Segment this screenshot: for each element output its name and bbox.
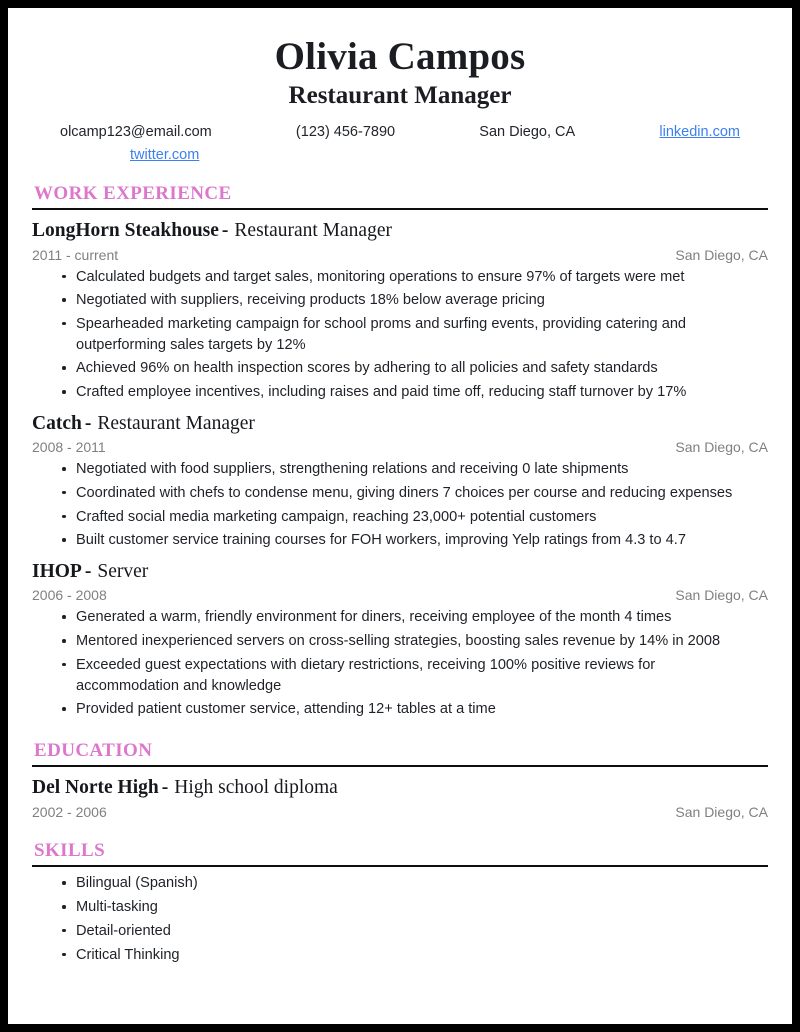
work-entry: [32, 219, 768, 403]
list-item: Spearheaded marketing campaign for school proms and surfing events, providing catering and outperforming sales targets by 12%: [62, 314, 768, 355]
list-item: Generated a warm, friendly environment for diners, receiving employee of the month 4 times: [62, 607, 768, 628]
contact-link-twitter[interactable]: twitter.com: [130, 147, 200, 164]
section-heading-skills: SKILLS: [34, 840, 106, 862]
list-item: Built customer service training courses for FOH workers, improving Yelp ratings from 4.3 to 4.7: [62, 530, 768, 551]
list-item: Mentored inexperienced servers on cross-selling strategies, boosting sales revenue by 14% in 2008: [62, 631, 768, 652]
section-work-experience: [32, 183, 768, 720]
contact-location: San Diego, CA: [479, 124, 576, 141]
contact-row: [32, 124, 768, 140]
education-entry-heading: [32, 776, 768, 799]
section-divider-education: [32, 765, 768, 767]
work-entry-location: San Diego, CA: [675, 246, 768, 263]
work-entry-role: Server: [97, 561, 149, 583]
education-location: San Diego, CA: [675, 804, 768, 821]
education-degree: High school diploma: [174, 777, 338, 799]
work-entry-dates: 2006 - 2008: [32, 587, 107, 604]
work-entry-separator: -: [84, 561, 92, 583]
list-item: Critical Thinking: [62, 945, 768, 966]
work-entry-role: Restaurant Manager: [234, 220, 392, 242]
work-entry-meta: [32, 587, 768, 603]
work-entry: [32, 560, 768, 720]
list-item: Exceeded guest expectations with dietary restrictions, receiving 100% positive reviews for accommodation and knowledge: [62, 655, 768, 696]
work-entry-location: San Diego, CA: [675, 587, 768, 604]
work-entry-meta: [32, 247, 768, 263]
work-entry-separator: -: [84, 412, 92, 434]
section-divider-skills: [32, 865, 768, 867]
section-skills: [32, 840, 768, 965]
contact-row-spacer: [60, 147, 130, 163]
list-item: Detail-oriented: [62, 921, 768, 942]
contact-email: olcamp123@email.com: [60, 124, 212, 141]
work-entry-bullets: [32, 267, 768, 403]
contact-phone: (123) 456-7890: [295, 124, 396, 141]
education-dates: 2002 - 2006: [32, 804, 107, 821]
work-entry-company: LongHorn Steakhouse: [32, 220, 219, 242]
resume-page: [8, 8, 792, 1024]
education-school: Del Norte High: [32, 777, 159, 799]
work-entry-company: Catch: [32, 412, 82, 434]
list-item: Calculated budgets and target sales, monitoring operations to ensure 97% of targets were met: [62, 267, 768, 288]
work-entry-heading: [32, 560, 768, 583]
work-entry-role: Restaurant Manager: [97, 412, 255, 434]
list-item: Achieved 96% on health inspection scores by adhering to all policies and safety standards: [62, 358, 768, 379]
page-title: Olivia Campos: [274, 35, 526, 78]
work-entry-heading: [32, 412, 768, 435]
work-entry-meta: [32, 439, 768, 455]
education-entry-meta: [32, 804, 768, 820]
list-item: Bilingual (Spanish): [62, 873, 768, 894]
resume-content: [8, 8, 792, 965]
work-entry-heading: [32, 219, 768, 242]
contact-link-linkedin[interactable]: linkedin.com: [659, 124, 740, 141]
section-heading-work-experience: WORK EXPERIENCE: [34, 183, 232, 205]
list-item: Multi-tasking: [62, 897, 768, 918]
work-entry-dates: 2008 - 2011: [32, 439, 106, 456]
work-entry: [32, 412, 768, 551]
contact-row-secondary: [32, 147, 768, 163]
work-entry-separator: -: [221, 220, 229, 242]
work-entry-dates: 2011 - current: [32, 246, 119, 263]
list-item: Crafted social media marketing campaign, reaching 23,000+ potential customers: [62, 507, 768, 528]
education-entry: [32, 776, 768, 820]
list-item: Crafted employee incentives, including raises and paid time off, reducing staff turnover by 17%: [62, 382, 768, 403]
education-separator: -: [161, 777, 169, 799]
list-item: Coordinated with chefs to condense menu, giving diners 7 choices per course and reducing expenses: [62, 483, 768, 504]
list-item: Provided patient customer service, attending 12+ tables at a time: [62, 699, 768, 720]
list-item: Negotiated with food suppliers, strengthening relations and receiving 0 late shipments: [62, 459, 768, 480]
headline-job-title: Restaurant Manager: [288, 82, 512, 110]
work-entry-bullets: [32, 459, 768, 551]
resume-header: [32, 36, 768, 163]
skills-list: [32, 873, 768, 965]
work-entry-company: IHOP: [32, 561, 82, 583]
section-education: [32, 740, 768, 820]
work-entry-bullets: [32, 607, 768, 720]
list-item: Negotiated with suppliers, receiving products 18% below average pricing: [62, 290, 768, 311]
work-entry-location: San Diego, CA: [675, 439, 768, 456]
section-heading-education: EDUCATION: [34, 740, 153, 762]
section-divider-work: [32, 208, 768, 210]
